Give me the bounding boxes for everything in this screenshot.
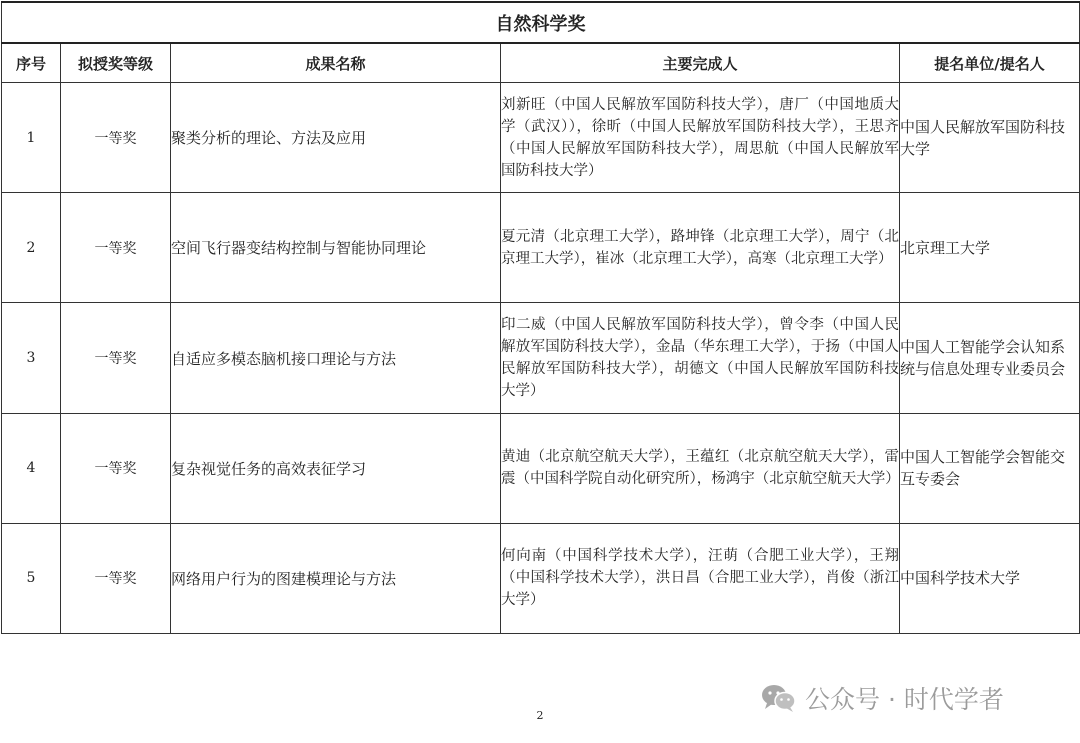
row-grade: 一等奖 — [61, 83, 171, 193]
row-index: 4 — [2, 413, 61, 523]
table-title-row — [2, 2, 1080, 43]
table-row — [2, 413, 1080, 523]
row-nominator: 中国科学技术大学 — [900, 523, 1080, 633]
header-nominator: 提名单位/提名人 — [900, 43, 1080, 83]
row-project: 网络用户行为的图建模理论与方法 — [171, 523, 501, 633]
row-grade: 一等奖 — [61, 303, 171, 413]
row-project: 空间飞行器变结构控制与智能协同理论 — [171, 193, 501, 303]
row-nominator: 中国人民解放军国防科技大学 — [900, 83, 1080, 193]
row-nominator: 中国人工智能学会认知系统与信息处理专业委员会 — [900, 303, 1080, 413]
row-project: 复杂视觉任务的高效表征学习 — [171, 413, 501, 523]
row-people: 黄迪（北京航空航天大学），王蕴红（北京航空航天大学），雷震（中国科学院自动化研究所），杨鸿宇（北京航空航天大学） — [501, 413, 900, 523]
row-people: 夏元清（北京理工大学），路坤锋（北京理工大学），周宁（北京理工大学），崔冰（北京理工大学），高寒（北京理工大学） — [501, 193, 900, 303]
header-grade: 拟授奖等级 — [61, 43, 171, 83]
table-row — [2, 83, 1080, 193]
table-row — [2, 193, 1080, 303]
table-title: 自然科学奖 — [2, 2, 1080, 43]
row-project: 聚类分析的理论、方法及应用 — [171, 83, 501, 193]
watermark — [761, 680, 1004, 716]
wechat-icon — [761, 683, 797, 713]
award-table — [1, 1, 1080, 634]
row-index: 2 — [2, 193, 61, 303]
table-row — [2, 523, 1080, 633]
row-people: 刘新旺（中国人民解放军国防科技大学），唐厂（中国地质大学（武汉）），徐昕（中国人民解放军国防科技大学），王思齐（中国人民解放军国防科技大学），周思航（中国人民解放军国防科技大学） — [501, 83, 900, 193]
row-people: 印二威（中国人民解放军国防科技大学），曾令李（中国人民解放军国防科技大学），金晶（华东理工大学），于扬（中国人民解放军国防科技大学），胡德文（中国人民解放军国防科技大学） — [501, 303, 900, 413]
row-index: 5 — [2, 523, 61, 633]
row-index: 3 — [2, 303, 61, 413]
row-nominator: 中国人工智能学会智能交互专委会 — [900, 413, 1080, 523]
page-number: 2 — [536, 709, 544, 722]
row-grade: 一等奖 — [61, 523, 171, 633]
row-project: 自适应多模态脑机接口理论与方法 — [171, 303, 501, 413]
watermark-text: 公众号 · 时代学者 — [805, 685, 1004, 714]
header-people: 主要完成人 — [501, 43, 900, 83]
table-row — [2, 303, 1080, 413]
row-nominator: 北京理工大学 — [900, 193, 1080, 303]
row-grade: 一等奖 — [61, 193, 171, 303]
table-header-row — [2, 43, 1080, 83]
row-people: 何向南（中国科学技术大学），汪萌（合肥工业大学），王翔（中国科学技术大学），洪日昌（合肥工业大学），肖俊（浙江大学） — [501, 523, 900, 633]
row-grade: 一等奖 — [61, 413, 171, 523]
header-project: 成果名称 — [171, 43, 501, 83]
row-index: 1 — [2, 83, 61, 193]
header-index: 序号 — [2, 43, 61, 83]
